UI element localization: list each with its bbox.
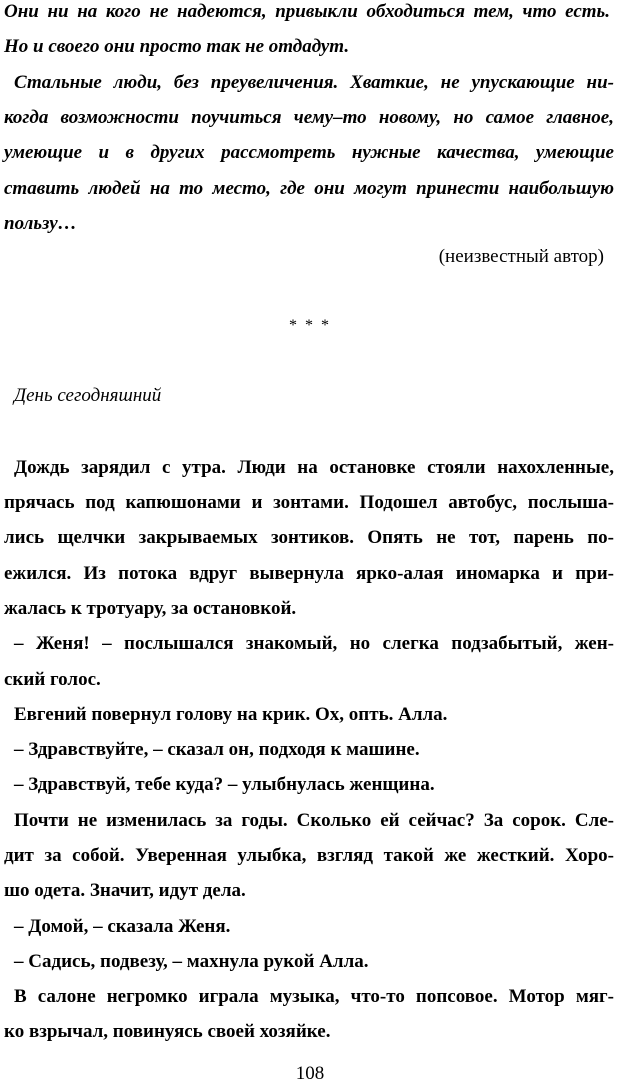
body-line: ежился. Из потока вдруг вывернула ярко-алая иномарка и при- <box>4 563 614 584</box>
body-line: Дождь зарядил с утра. Люди на остановке стояли нахохленные, <box>14 457 614 478</box>
body-line: В салоне негромко играла музыка, что-то попсовое. Мотор мяг- <box>14 986 614 1007</box>
epigraph-attribution: (неизвестный автор) <box>438 246 604 267</box>
body-line: шо одета. Значит, идут дела. <box>4 880 246 901</box>
page-number: 108 <box>295 1063 325 1084</box>
body-line: – Садись, подвезу, – махнула рукой Алла. <box>14 951 369 972</box>
body-line: Евгений повернул голову на крик. Ох, опть. Алла. <box>14 704 448 725</box>
body-line: ко взрычал, повинуясь своей хозяйке. <box>4 1021 331 1042</box>
body-line: – Здравствуй, тебе куда? – улыбнулась женщина. <box>14 774 435 795</box>
body-line: – Женя! – послышался знакомый, но слегка подзабытый, жен- <box>14 633 614 654</box>
body-line: Почти не изменилась за годы. Сколько ей сейчас? За сорок. Сле- <box>14 810 614 831</box>
epigraph-line: Но и своего они просто так не отдадут. <box>4 36 350 57</box>
body-line: – Здравствуйте, – сказал он, подходя к машине. <box>14 739 420 760</box>
section-separator: * * * <box>289 317 331 334</box>
body-line: лись щелчки закрываемых зонтиков. Опять не тот, парень по- <box>4 527 614 548</box>
epigraph-line: когда возможности поучиться чему–то новому, но самое главное, <box>4 107 614 128</box>
body-line: ский голос. <box>4 669 101 690</box>
section-subheading: День сегодняшний <box>14 385 162 406</box>
epigraph-line: пользу… <box>4 213 77 234</box>
body-line: дит за собой. Уверенная улыбка, взгляд такой же жесткий. Хоро- <box>4 845 614 866</box>
epigraph-line: ставить людей на то место, где они могут принести наибольшую <box>4 178 614 199</box>
epigraph-line: Они ни на кого не надеются, привыкли обходиться тем, что есть. <box>4 1 610 22</box>
body-line: жалась к тротуару, за остановкой. <box>4 598 297 619</box>
epigraph-line: умеющие и в других рассмотреть нужные качества, умеющие <box>4 142 614 163</box>
body-line: прячась под капюшонами и зонтами. Подошел автобус, послыша- <box>4 492 614 513</box>
epigraph-line: Стальные люди, без преувеличения. Хваткие, не упускающие ни- <box>14 72 614 93</box>
body-line: – Домой, – сказала Женя. <box>14 916 231 937</box>
